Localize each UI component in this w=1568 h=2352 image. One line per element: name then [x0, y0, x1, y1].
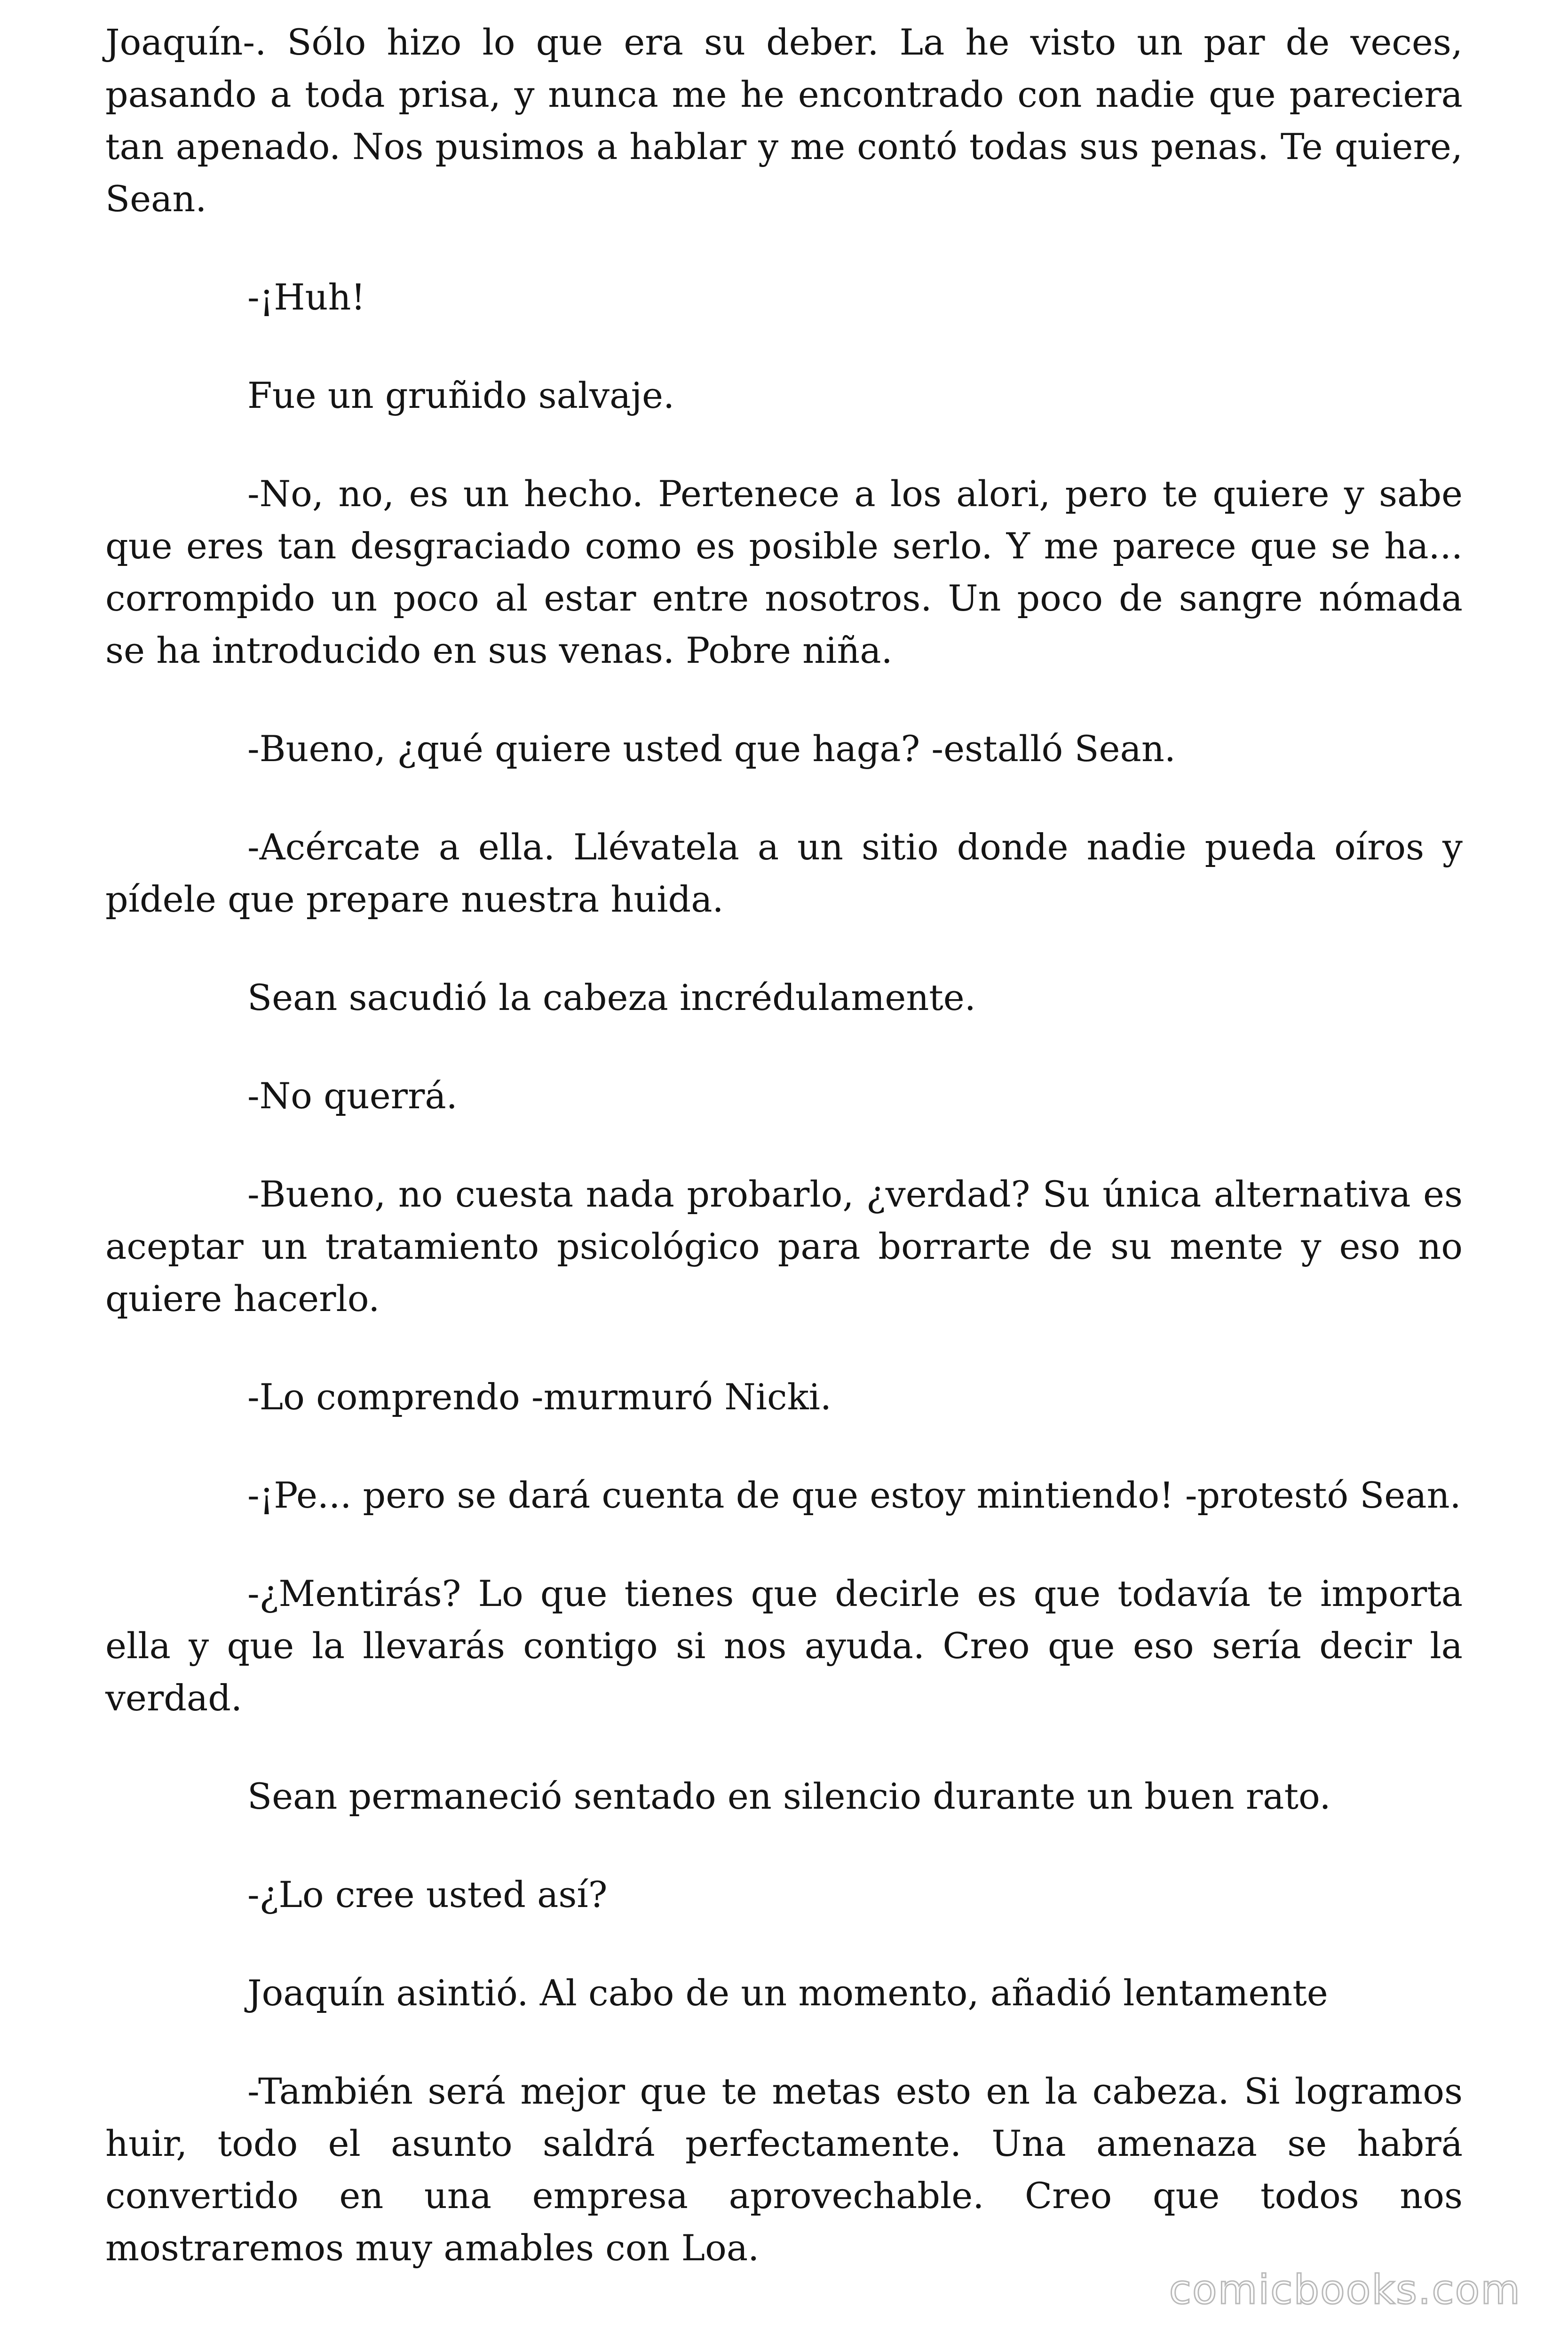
paragraph: -No, no, es un hecho. Pertenece a los alori, pero te quiere y sabe que eres tan desgraciado como es posible serlo. Y me parece que se ha... corrompido un poco al estar entre nosotros. Un poco de sangre nómada se ha introducido en sus venas. Pobre niña.	[105, 473, 1463, 671]
paragraph: -También será mejor que te metas esto en la cabeza. Si logramos huir, todo el asunto saldrá perfectamente. Una amenaza se habrá convertido en una empresa aprovechable. Creo que todos nos mostraremos muy amables con Loa.	[105, 2070, 1463, 2269]
paragraph: -No querrá.	[247, 1075, 458, 1117]
paragraph: -¿Mentirás? Lo que tienes que decirle es que todavía te importa ella y que la llevarás contigo si nos ayuda. Creo que eso sería decir la verdad.	[105, 1573, 1463, 1719]
paragraph: Sean permaneció sentado en silencio durante un buen rato.	[247, 1775, 1331, 1817]
paragraph: -Lo comprendo -murmuró Nicki.	[247, 1376, 832, 1418]
paragraph: -¡Pe... pero se dará cuenta de que estoy mintiendo! -protestó Sean.	[247, 1474, 1461, 1516]
paragraph: Fue un gruñido salvaje.	[247, 374, 675, 416]
paragraph: Joaquín asintió. Al cabo de un momento, añadió lentamente	[247, 1972, 1328, 2014]
paragraph: Joaquín-. Sólo hizo lo que era su deber. La he visto un par de veces, pasando a toda prisa, y nunca me he encontrado con nadie que pareciera tan apenado. Nos pusimos a hablar y me contó todas sus penas. Te quiere, Sean.	[105, 21, 1463, 220]
watermark: comicbooks.com	[1169, 2266, 1521, 2313]
paragraph: Sean sacudió la cabeza incrédulamente.	[247, 977, 976, 1018]
paragraph: -Bueno, no cuesta nada probarlo, ¿verdad? Su única alternativa es aceptar un tratamiento psicológico para borrarte de su mente y eso no quiere hacerlo.	[105, 1173, 1463, 1319]
paragraph: -Bueno, ¿qué quiere usted que haga? -estalló Sean.	[247, 728, 1176, 770]
document-page	[105, 16, 1463, 2320]
paragraph: -¿Lo cree usted así?	[247, 1874, 608, 1915]
paragraph: -Acércate a ella. Llévatela a un sitio donde nadie pueda oíros y pídele que prepare nuestra huida.	[105, 826, 1463, 920]
paragraph: -¡Huh!	[247, 276, 365, 318]
